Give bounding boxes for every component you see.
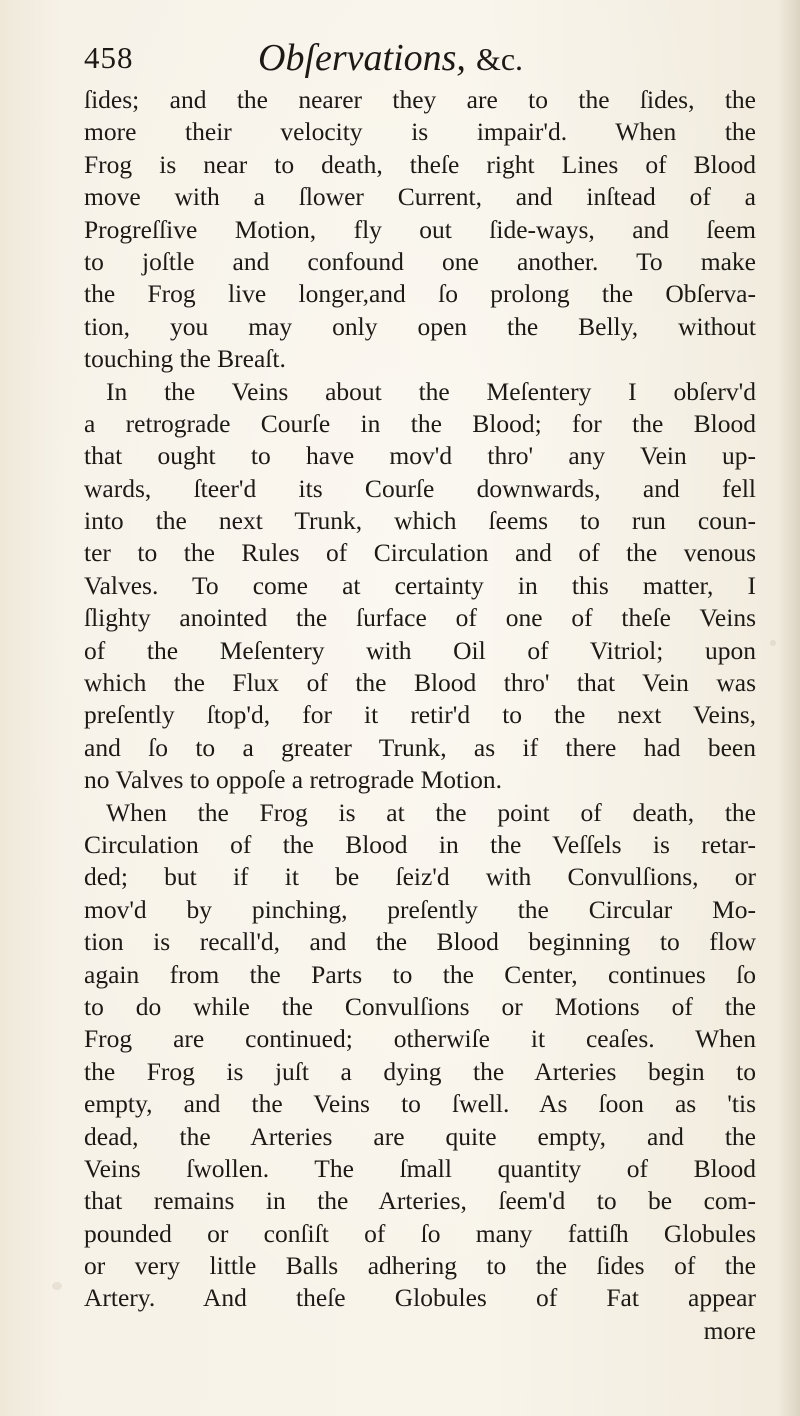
text-line: into the next Trunk, which ſeems to run coun- bbox=[84, 506, 756, 536]
running-title-suffix: &c. bbox=[475, 41, 524, 77]
text-line: touching the Breaſt. bbox=[84, 344, 286, 374]
text-line: dead, the Arteries are quite empty, and the bbox=[84, 1121, 756, 1151]
paragraph-start: When the Frog is at the point of death, the bbox=[106, 797, 756, 827]
text-line: empty, and the Veins to ſwell. As ſoon as 'tis bbox=[84, 1089, 756, 1119]
text-line: again from the Parts to the Center, continues ſo bbox=[84, 959, 756, 989]
body-text bbox=[84, 84, 756, 1347]
text-line: of the Meſentery with Oil of Vitriol; upon bbox=[84, 635, 756, 665]
text-line: tion, you may only open the Belly, without bbox=[84, 311, 756, 341]
text-line: Circulation of the Blood in the Veſſels is retar- bbox=[84, 829, 756, 859]
text-line: Frog is near to death, theſe right Lines of Blood bbox=[84, 149, 756, 179]
text-line: Valves. To come at certainty in this matter, I bbox=[84, 570, 756, 600]
text-line: no Valves to oppoſe a retrograde Motion. bbox=[84, 765, 503, 795]
text-line: and ſo to a greater Trunk, as if there had been bbox=[84, 732, 756, 762]
text-line: ter to the Rules of Circulation and of the venous bbox=[84, 538, 756, 568]
running-title bbox=[258, 36, 523, 80]
text-line: move with a ſlower Current, and inſtead of a bbox=[84, 182, 756, 212]
text-line: the Frog live longer,and ſo prolong the Obſerva- bbox=[84, 279, 756, 309]
text-line: Veins ſwollen. The ſmall quantity of Blood bbox=[84, 1153, 756, 1183]
text-line: wards, ſteer'd its Courſe downwards, and fell bbox=[84, 473, 756, 503]
text-line: more their velocity is impair'd. When the bbox=[84, 117, 756, 147]
paper-stain bbox=[52, 1282, 62, 1290]
paper-stain bbox=[770, 640, 776, 646]
text-line: ſides; and the nearer they are to the ſides, the bbox=[84, 85, 756, 114]
page-header bbox=[84, 36, 764, 86]
text-line: that remains in the Arteries, ſeem'd to be com- bbox=[84, 1186, 756, 1216]
text-line: ſlighty anointed the ſurface of one of theſe Veins bbox=[84, 603, 756, 633]
text-line: the Frog is juſt a dying the Arteries begin to bbox=[84, 1056, 756, 1086]
catchword: more bbox=[703, 1315, 756, 1345]
running-title-text: Obſervations, bbox=[258, 37, 466, 79]
text-line: or very little Balls adhering to the ſides of the bbox=[84, 1251, 756, 1281]
page-edge-shadow bbox=[778, 0, 800, 1416]
text-line: ded; but if it be ſeiz'd with Convulſions, or bbox=[84, 862, 756, 892]
text-line: Frog are continued; otherwiſe it ceaſes. When bbox=[84, 1024, 756, 1054]
text-line: to joſtle and confound one another. To make bbox=[84, 246, 756, 276]
text-line: pounded or conſiſt of ſo many fattiſh Globules bbox=[84, 1218, 756, 1248]
text-line: Progreſſive Motion, fly out ſide-ways, and ſeem bbox=[84, 214, 756, 244]
text-line: a retrograde Courſe in the Blood; for the Blood bbox=[84, 408, 756, 438]
text-line: mov'd by pinching, preſently the Circular Mo- bbox=[84, 894, 756, 924]
text-line: preſently ſtop'd, for it retir'd to the next Veins, bbox=[84, 700, 756, 730]
text-line: tion is recall'd, and the Blood beginning to flow bbox=[84, 927, 756, 957]
text-line: that ought to have mov'd thro' any Vein up- bbox=[84, 441, 756, 471]
paragraph-start: In the Veins about the Meſentery I obſerv'd bbox=[106, 376, 756, 406]
text-line: which the Flux of the Blood thro' that Vein was bbox=[84, 668, 756, 698]
text-line: to do while the Convulſions or Motions of the bbox=[84, 991, 756, 1021]
text-line: Artery. And theſe Globules of Fat appear bbox=[84, 1283, 756, 1313]
page-number: 458 bbox=[84, 40, 134, 75]
